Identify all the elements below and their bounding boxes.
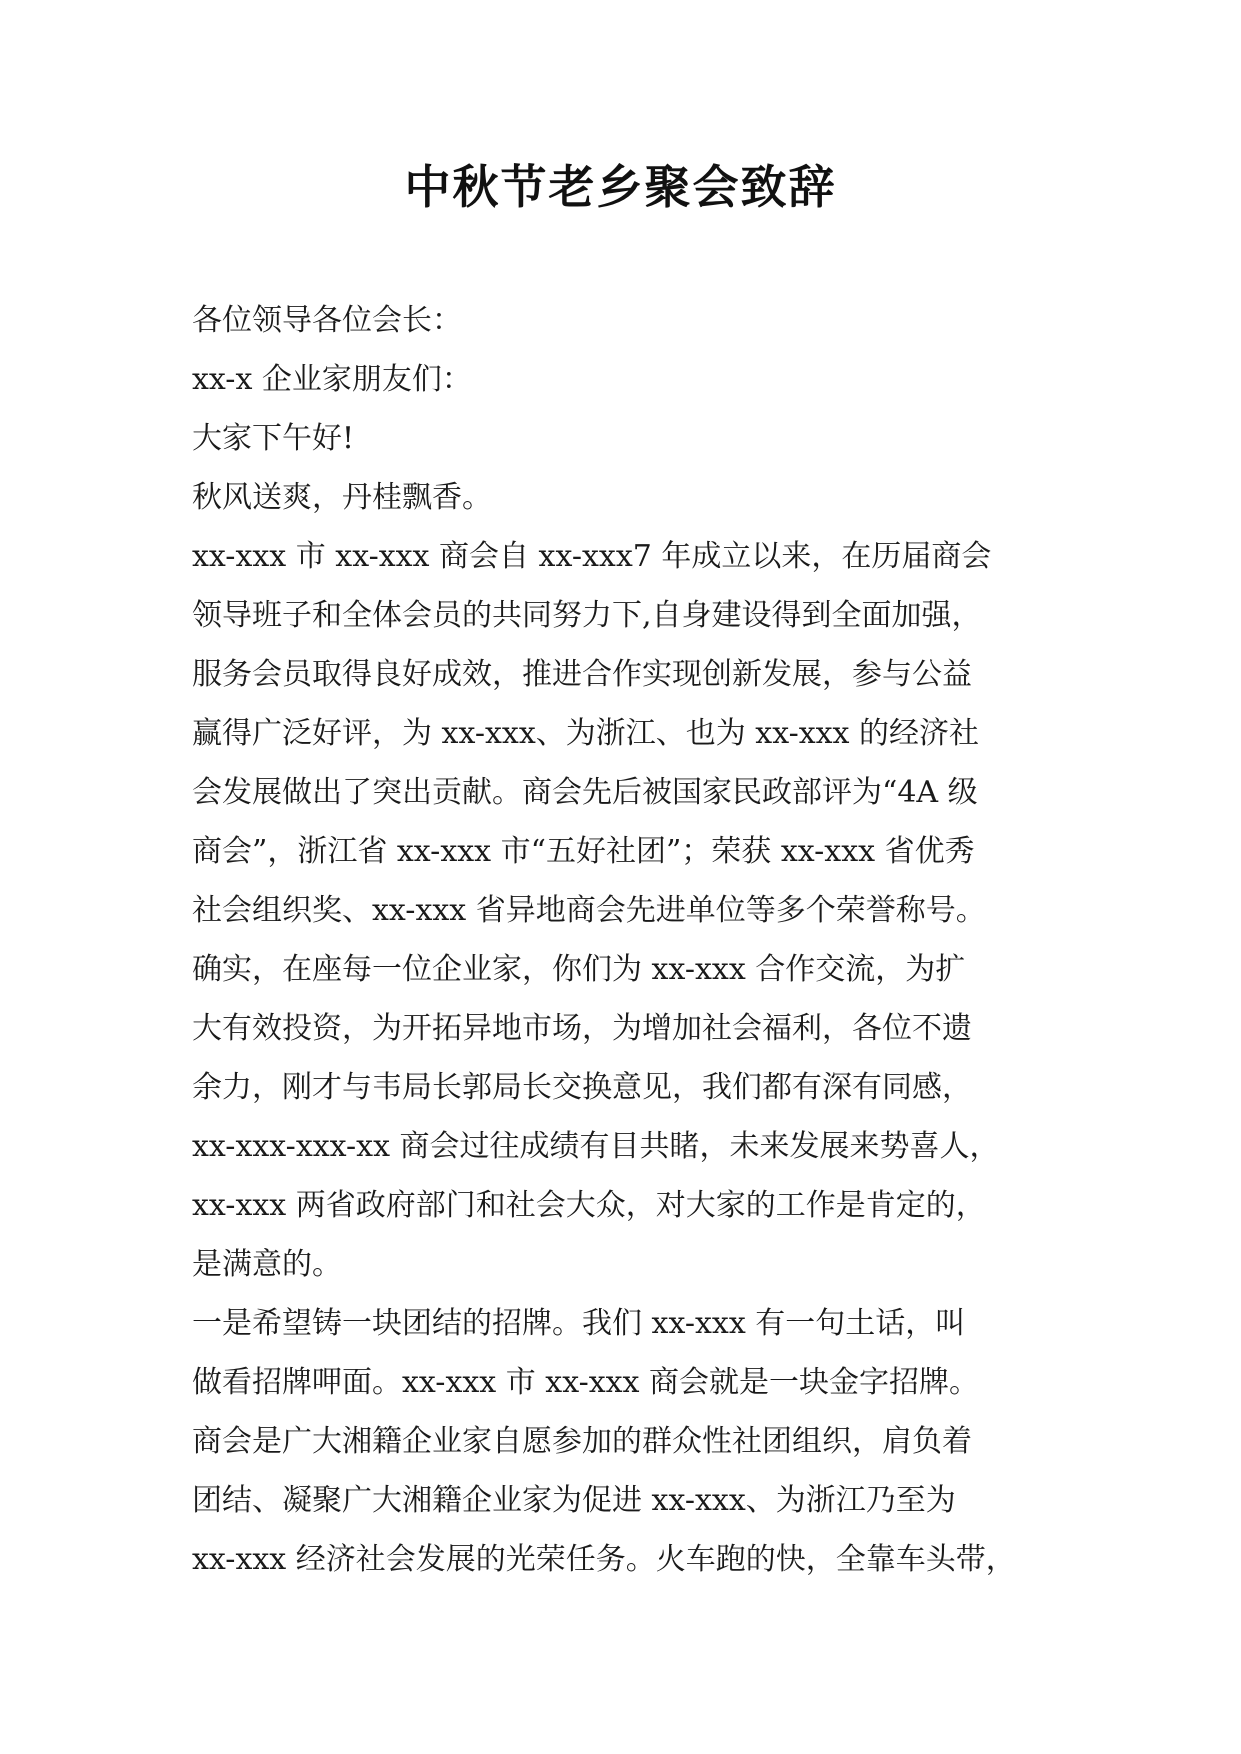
body-line: 大有效投资，为开拓异地市场，为增加社会福利，各位不遗: [192, 1011, 972, 1046]
body-line: 商会是广大湘籍企业家自愿参加的群众性社团组织，肩负着: [192, 1424, 972, 1459]
body-line: 确实，在座每一位企业家，你们为 xx-xxx 合作交流，为扩: [192, 952, 966, 987]
body-line: 各位领导各位会长：: [192, 303, 462, 338]
body-line: 赢得广泛好评，为 xx-xxx、为浙江、也为 xx-xxx 的经济社: [192, 716, 980, 751]
document-body: [192, 291, 1092, 1589]
body-line: 社会组织奖、xx-xxx 省异地商会先进单位等多个荣誉称号。: [192, 893, 986, 928]
body-line: xx-x 企业家朋友们：: [192, 362, 472, 397]
body-line: 秋风送爽，丹桂飘香。: [192, 480, 492, 515]
body-line: 领导班子和全体会员的共同努力下,自身建设得到全面加强，: [192, 598, 982, 633]
body-line: 是满意的。: [192, 1247, 342, 1282]
body-line: xx-xxx 经济社会发展的光荣任务。火车跑的快，全靠车头带，: [192, 1542, 1016, 1577]
body-line: 团结、凝聚广大湘籍企业家为促进 xx-xxx、为浙江乃至为: [192, 1483, 956, 1518]
body-line: 会发展做出了突出贡献。商会先后被国家民政部评为“4A 级: [192, 775, 978, 810]
body-line: 商会”，浙江省 xx-xxx 市“五好社团”；荣获 xx-xxx 省优秀: [192, 834, 975, 869]
body-line: 余力，刚才与韦局长郭局长交换意见，我们都有深有同感，: [192, 1070, 972, 1105]
body-line: 大家下午好!: [192, 421, 355, 456]
body-line: 一是希望铸一块团结的招牌。我们 xx-xxx 有一句土话，叫: [192, 1306, 966, 1341]
body-line: xx-xxx-xxx-xx 商会过往成绩有目共睹，未来发展来势喜人，: [192, 1129, 1000, 1164]
document-title: 中秋节老乡聚会致辞: [404, 160, 837, 214]
body-line: xx-xxx 市 xx-xxx 商会自 xx-xxx7 年成立以来，在历届商会: [192, 539, 992, 574]
body-line: 服务会员取得良好成效，推进合作实现创新发展，参与公益: [192, 657, 972, 692]
body-line: 做看招牌呷面。xx-xxx 市 xx-xxx 商会就是一块金字招牌。: [192, 1365, 980, 1400]
body-line: xx-xxx 两省政府部门和社会大众，对大家的工作是肯定的，: [192, 1188, 986, 1223]
